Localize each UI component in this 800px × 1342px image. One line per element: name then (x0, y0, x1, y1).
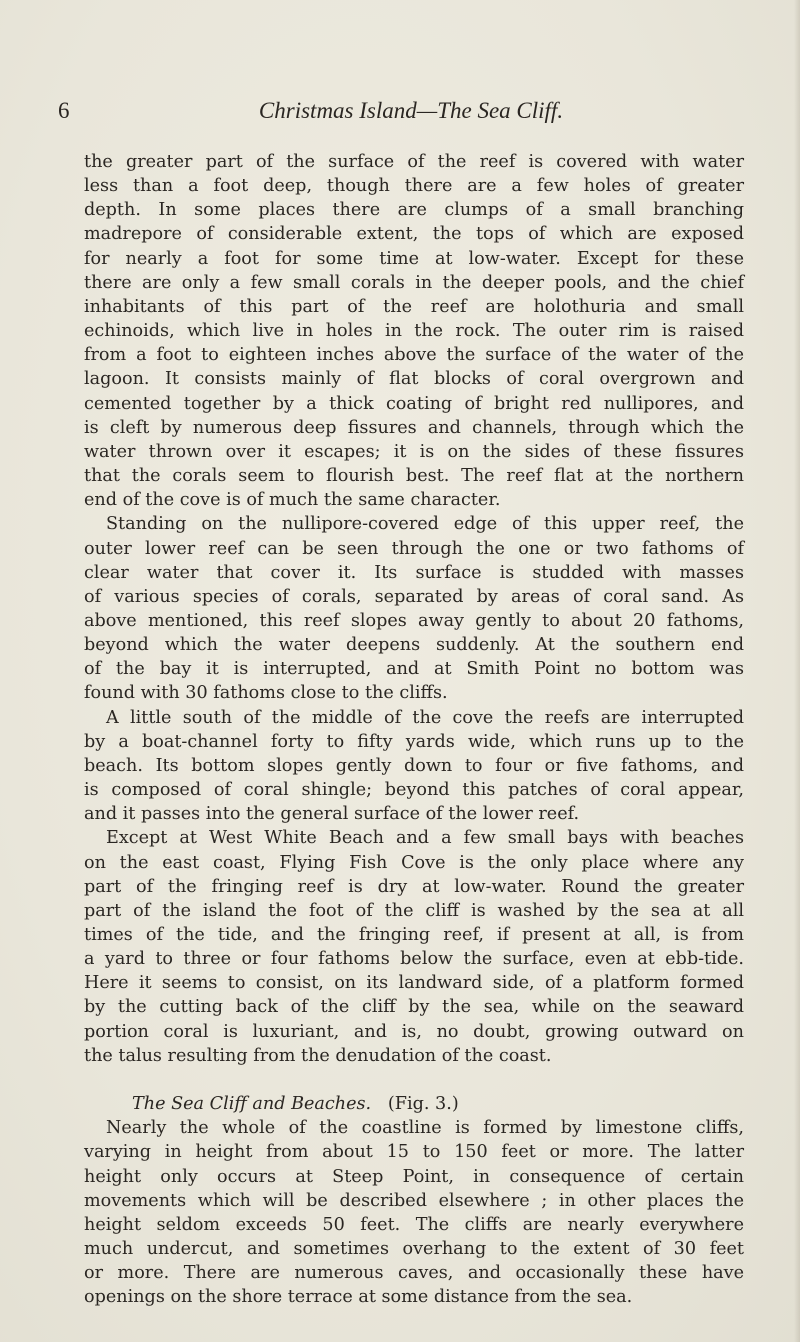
text-line: and it passes into the general surface of the lower reef. (84, 804, 580, 825)
text-line: the greater part of the surface of the reef is covered with water (84, 152, 744, 172)
body-text (84, 150, 744, 1310)
text-line: A little south of the middle of the cove the reefs are interrupted (106, 707, 744, 728)
text-line: on the east coast, Flying Fish Cove is the only place where any (84, 852, 744, 873)
text-line: there are only a few small corals in the deeper pools, and the chief (84, 272, 744, 293)
text-line: height seldom exceeds 50 feet. The cliffs are nearly everywhere (84, 1214, 744, 1235)
page-header (0, 98, 800, 132)
text-line: or more. There are numerous caves, and occasionally these have (84, 1263, 744, 1284)
text-line: that the corals seem to flourish best. The reef flat at the northern (84, 466, 744, 487)
text-line: of various species of corals, separated by areas of coral sand. As (84, 586, 744, 607)
text-line: movements which will be described elsewhere ; in other places the (84, 1190, 744, 1211)
text-line: less than a foot deep, though there are a few holes of greater (84, 176, 744, 197)
running-title: Christmas Island—The Sea Cliff. (258, 98, 564, 123)
text-line: water thrown over it escapes; it is on the sides of these fissures (84, 441, 744, 462)
text-line: part of the fringing reef is dry at low-water. Round the greater (84, 876, 744, 897)
text-line: echinoids, which live in holes in the rock. The outer rim is raised (84, 321, 744, 342)
page-edge-shadow (794, 0, 800, 1342)
text-line: lagoon. It consists mainly of flat blocks of coral overgrown and (84, 369, 744, 390)
spacer (84, 1068, 744, 1092)
text-line: varying in height from about 15 to 150 feet or more. The latter (84, 1142, 744, 1163)
figure-reference: (Fig. 3.) (387, 1094, 459, 1115)
text-line: clear water that cover it. Its surface is studded with masses (84, 562, 744, 583)
text-line: inhabitants of this part of the reef are holothuria and small (84, 296, 744, 317)
page-number: 6 (58, 98, 70, 123)
paragraph (84, 512, 744, 705)
text-line: of the bay it is interrupted, and at Smith Point no bottom was (84, 659, 744, 680)
section-heading-title: The Sea Cliff and Beaches. (132, 1094, 372, 1115)
paragraph (84, 1116, 744, 1309)
text-line: for nearly a foot for some time at low-water. Except for these (84, 248, 744, 269)
text-line: is cleft by numerous deep fissures and channels, through which the (84, 417, 744, 438)
text-line: by a boat-channel forty to fifty yards wide, which runs up to the (84, 731, 744, 752)
text-line: part of the island the foot of the cliff is washed by the sea at all (84, 900, 744, 921)
text-line: is composed of coral shingle; beyond this patches of coral appear, (84, 780, 744, 801)
section-heading (84, 1092, 744, 1116)
text-line: much undercut, and sometimes overhang to the extent of 30 feet (84, 1239, 744, 1260)
text-line: depth. In some places there are clumps of a small branching (84, 200, 744, 221)
text-line: found with 30 fathoms close to the cliffs. (84, 683, 448, 704)
text-line: openings on the shore terrace at some distance from the sea. (84, 1287, 633, 1308)
text-line: from a foot to eighteen inches above the surface of the water of the (84, 345, 744, 366)
text-line: beach. Its bottom slopes gently down to four or five fathoms, and (84, 755, 744, 776)
paragraph (84, 150, 744, 512)
text-line: above mentioned, this reef slopes away gently to about 20 fathoms, (84, 610, 744, 631)
text-line: height only occurs at Steep Point, in consequence of certain (84, 1166, 744, 1187)
text-line: cemented together by a thick coating of bright red nullipores, and (84, 393, 744, 414)
text-line: outer lower reef can be seen through the one or two fathoms of (84, 538, 744, 559)
text-line: Standing on the nullipore-covered edge of this upper reef, the (106, 514, 744, 535)
text-line: the talus resulting from the denudation of the coast. (84, 1045, 552, 1066)
text-line: Except at West White Beach and a few small bays with beaches (106, 828, 744, 849)
text-line: madrepore of considerable extent, the tops of which are exposed (84, 224, 744, 245)
text-line: times of the tide, and the fringing reef, if present at all, is from (84, 925, 744, 945)
text-line: beyond which the water deepens suddenly. At the southern end (84, 635, 744, 656)
text-line: a yard to three or four fathoms below the surface, even at ebb-tide. (84, 949, 744, 970)
paragraph (84, 706, 744, 827)
text-line: Nearly the whole of the coastline is formed by limestone cliffs, (106, 1118, 744, 1139)
text-line: by the cutting back of the cliff by the sea, while on the seaward (84, 997, 744, 1018)
text-line: end of the cove is of much the same character. (84, 490, 501, 511)
paragraph (84, 826, 744, 1068)
text-line: portion coral is luxuriant, and is, no doubt, growing outward on (84, 1021, 744, 1042)
text-line: Here it seems to consist, on its landward side, of a platform formed (84, 973, 744, 994)
